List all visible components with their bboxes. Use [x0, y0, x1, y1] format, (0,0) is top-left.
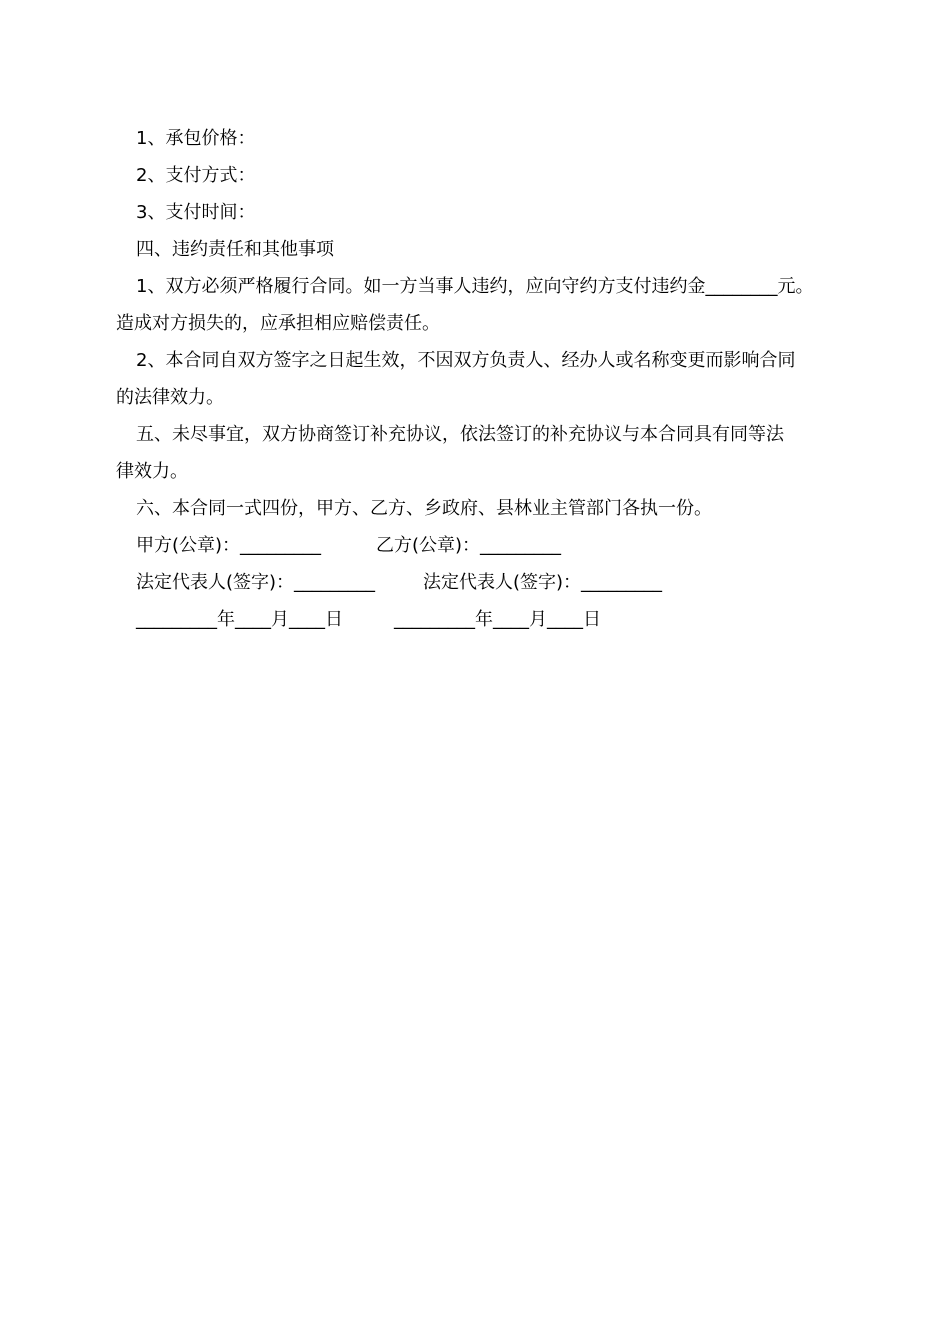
contract-page	[116, 120, 840, 638]
payment-time: 3、支付时间：	[136, 202, 256, 223]
seal-row	[116, 527, 840, 564]
payment-price: 1、承包价格：	[136, 128, 256, 149]
payment-method: 2、支付方式：	[136, 165, 256, 186]
section4-heading: 四、违约责任和其他事项	[136, 239, 334, 260]
section4-clause2-line1: 2、本合同自双方签字之日起生效，不因双方负责人、经办人或名称变更而影响合同	[136, 350, 796, 371]
section4-clause1-line2: 造成对方损失的，应承担相应赔偿责任。	[116, 313, 440, 334]
party-a-representative: 法定代表人(签字)：_________	[136, 572, 376, 593]
section4-clause2-line2: 的法律效力。	[116, 387, 224, 408]
representative-row	[116, 564, 840, 601]
party-a-seal: 甲方(公章)：_________	[136, 535, 322, 556]
section6-line1: 六、本合同一式四份，甲方、乙方、乡政府、县林业主管部门各执一份。	[136, 498, 712, 519]
party-b-date: _________年____月____日	[394, 609, 601, 630]
date-row	[116, 601, 840, 638]
party-b-representative: 法定代表人(签字)：_________	[423, 572, 663, 593]
party-a-date: _________年____月____日	[136, 609, 343, 630]
section5-line2: 律效力。	[116, 461, 188, 482]
section4-clause1-line1: 1、双方必须严格履行合同。如一方当事人违约，应向守约方支付违约金________元。	[136, 276, 814, 297]
party-b-seal: 乙方(公章)：_________	[376, 535, 562, 556]
section5-line1: 五、未尽事宜，双方协商签订补充协议，依法签订的补充协议与本合同具有同等法	[136, 424, 784, 445]
